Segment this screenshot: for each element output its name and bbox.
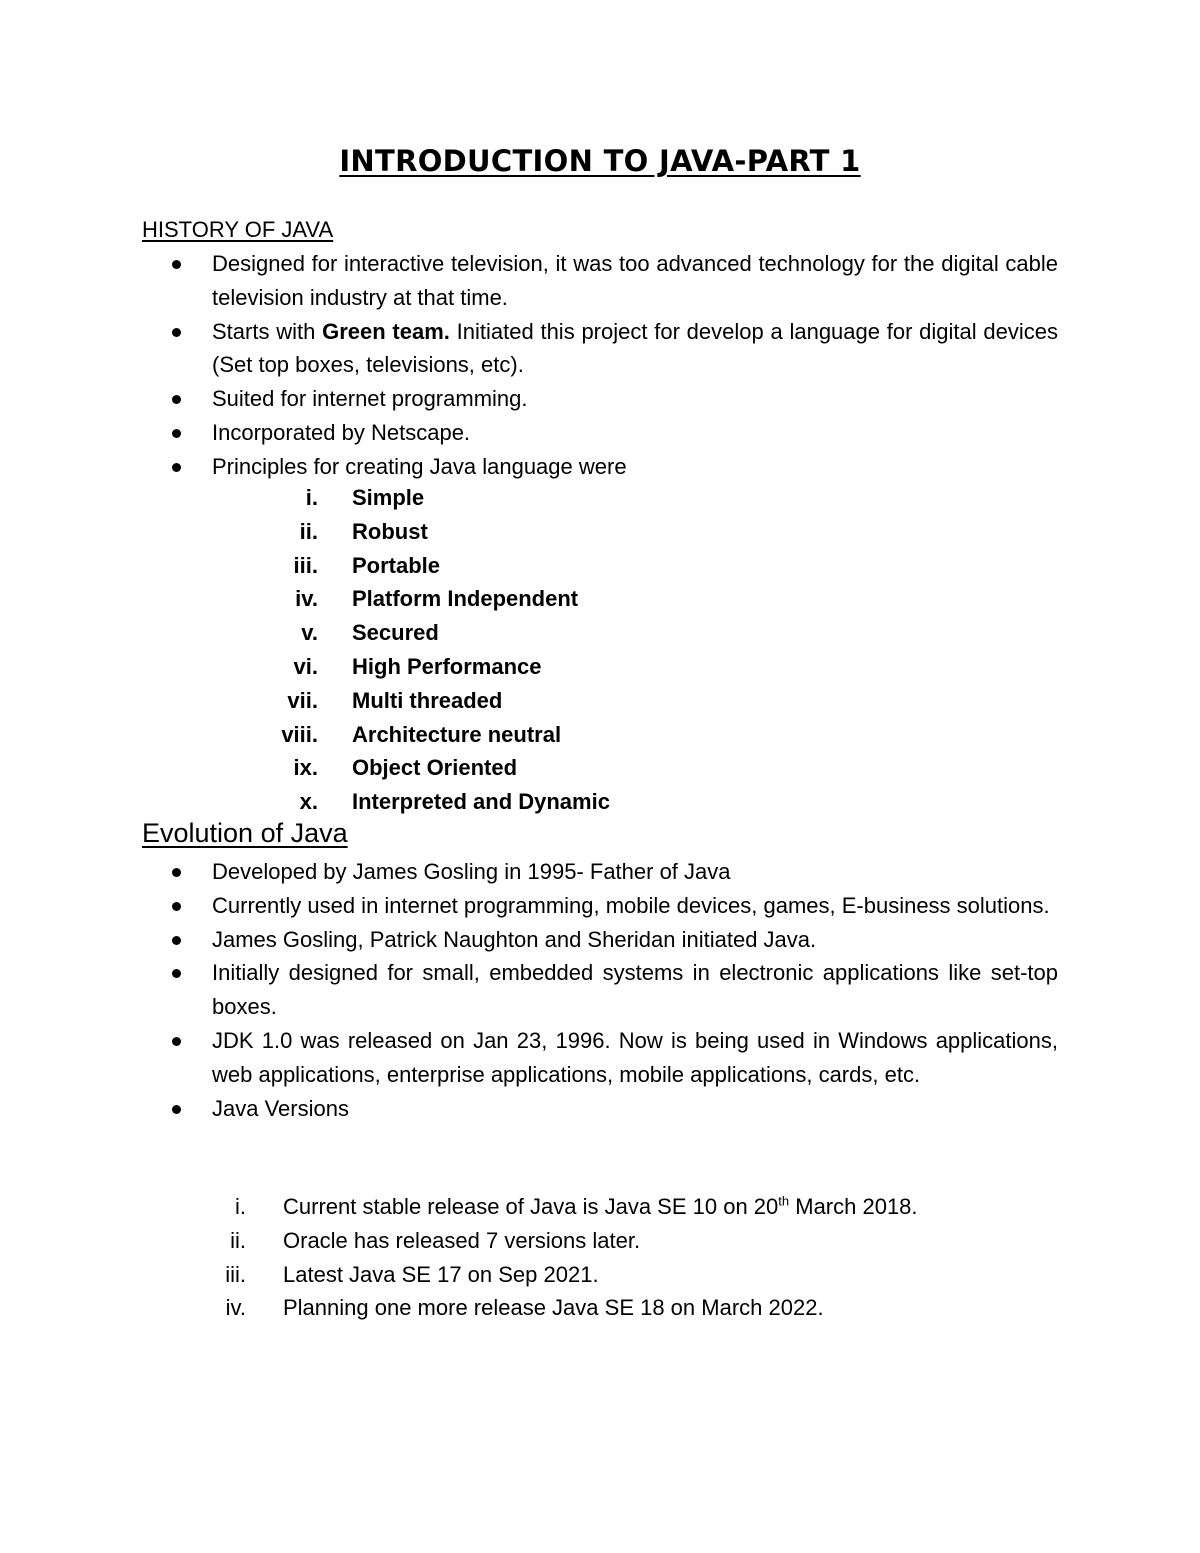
bullet-icon [172, 463, 181, 472]
list-item: i. Current stable release of Java is Java SE 10 on 20th March 2018. [235, 1193, 918, 1219]
bullet-icon [172, 902, 181, 911]
list-item: Suited for internet programming. [212, 382, 1058, 416]
list-item: iii. Latest Java SE 17 on Sep 2021. [225, 1261, 599, 1287]
list-item: Java Versions [212, 1092, 1058, 1126]
list-item: iii. Portable [293, 552, 441, 578]
history-bullet-list [212, 247, 1058, 484]
page-title: INTRODUCTION TO JAVA-PART 1 [339, 144, 861, 178]
list-item: ii. Robust [299, 518, 428, 544]
list-item: ix. Object Oriented [293, 755, 518, 781]
evolution-heading: Evolution of Java [142, 818, 348, 848]
bullet-icon [172, 429, 181, 438]
bullet-icon [172, 1037, 181, 1046]
java-versions-list [200, 1190, 918, 1325]
bullet-icon [172, 395, 181, 404]
list-item: Currently used in internet programming, mobile devices, games, E-business solutions. [212, 889, 1058, 923]
list-item: vii. Multi threaded [287, 687, 503, 713]
principles-list [250, 481, 610, 819]
list-item: iv. Planning one more release Java SE 18 on March 2022. [225, 1295, 824, 1321]
bullet-icon [172, 1105, 181, 1114]
list-item: Initially designed for small, embedded systems in electronic applications like set-top boxes. [212, 956, 1058, 1024]
list-item: x. Interpreted and Dynamic [299, 789, 610, 815]
bullet-icon [172, 328, 181, 337]
list-item: i. Simple [305, 485, 425, 510]
list-item: v. Secured [301, 620, 439, 646]
list-item: vi. High Performance [293, 653, 542, 679]
list-item: ii. Oracle has released 7 versions later. [230, 1227, 641, 1253]
bullet-icon [172, 936, 181, 945]
list-item: iv. Platform Independent [295, 586, 579, 612]
history-heading: HISTORY OF JAVA [142, 217, 334, 242]
bullet-icon [172, 969, 181, 978]
list-item: Starts with Green team. Initiated this project for develop a language for digital devices (Set top boxes, televisions, etc). [212, 315, 1058, 383]
list-item: Developed by James Gosling in 1995- Father of Java [212, 855, 1058, 889]
bullet-icon [172, 868, 181, 877]
list-item: Incorporated by Netscape. [212, 416, 1058, 450]
list-item: viii. Architecture neutral [281, 721, 562, 747]
list-item: JDK 1.0 was released on Jan 23, 1996. Now is being used in Windows applications, web applications, enterprise applications, mobile applications, cards, etc. [212, 1024, 1058, 1092]
list-item: Designed for interactive television, it was too advanced technology for the digital cable television industry at that time. [212, 247, 1058, 315]
evolution-bullet-list [212, 855, 1058, 1125]
list-item: Principles for creating Java language were [212, 450, 1058, 484]
list-item: James Gosling, Patrick Naughton and Sheridan initiated Java. [212, 923, 1058, 957]
bullet-icon [172, 260, 181, 269]
